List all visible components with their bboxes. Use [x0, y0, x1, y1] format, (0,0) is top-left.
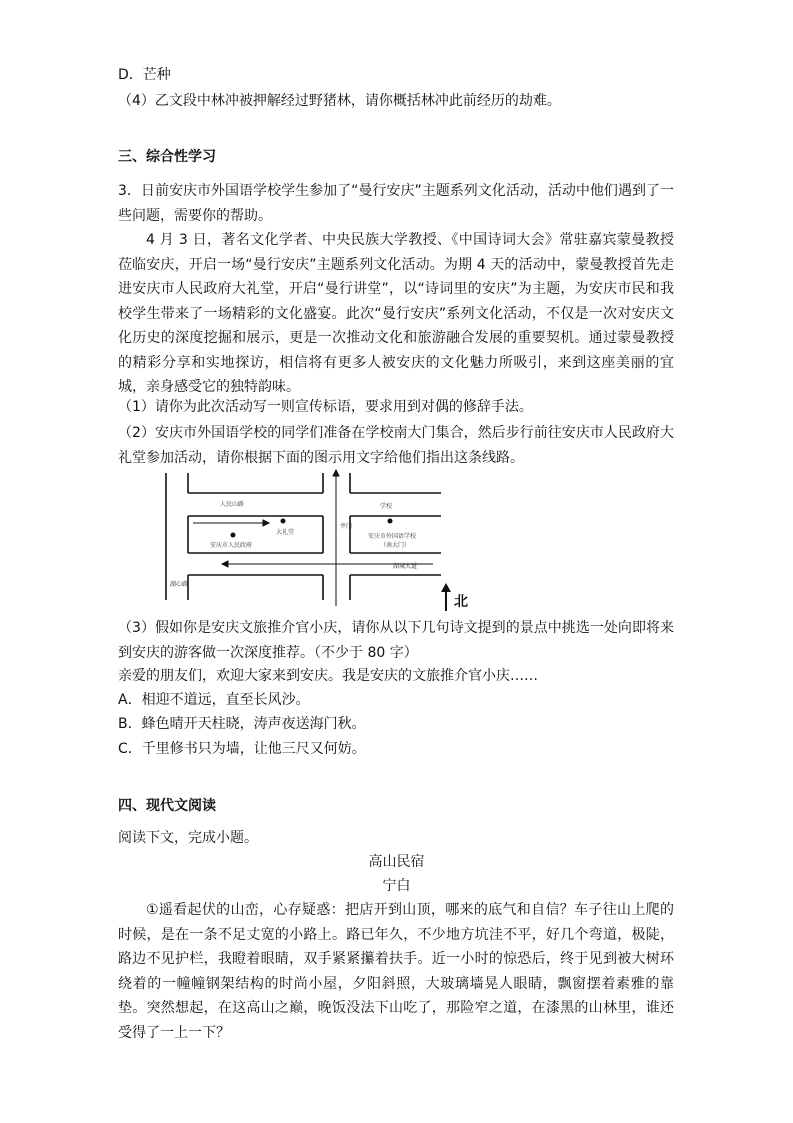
school-gate-label: （南大门）: [380, 542, 411, 549]
sub-question-2: （2）安庆市外国语学校的同学们准备在学校南大门集合，然后步行前往安庆市人民政府大礼堂参加活动，请你根据下面的图示用文字给他们指出这条线路。: [118, 425, 674, 466]
gov-label: 安庆市人民政府: [210, 542, 253, 549]
article-author: 宁白: [382, 878, 411, 894]
greeting: 亲爱的朋友们，欢迎大家来到安庆。我是安庆的文旅推介官小庆……: [118, 668, 538, 684]
section-3-title: 三、综合性学习: [118, 149, 216, 165]
school-marker: [388, 519, 393, 524]
school-short-label: 学校: [380, 503, 393, 510]
article-title: 高山民宿: [368, 854, 425, 870]
road-left-label: 湖心路: [170, 581, 189, 588]
option-a: A．相迎不道远，直至长风沙。: [118, 692, 310, 708]
route-map: [158, 468, 448, 614]
sub-question-3: （3）假如你是安庆文旅推介官小庆，请你从以下几句诗文提到的景点中挑选一处向即将来到安庆的游客做一次深度推荐。（不少于 80 字）: [118, 620, 674, 661]
gate-road-label: 井门: [340, 523, 353, 530]
north-arrow-icon: [440, 583, 470, 613]
question-3-intro: 3．日前安庆市外国语学校学生参加了“曼行安庆”主题系列文化活动，活动中他们遇到了一些问题，需要你的帮助。: [118, 183, 674, 224]
road-top-label: 人民山路: [220, 501, 245, 508]
road-bottom-label: 湖城大道: [393, 563, 418, 570]
question-4: （4）乙文段中林冲被押解经过野猪林，请你概括林冲此前经历的劫难。: [118, 93, 561, 109]
school-name-label: 安庆市外国语学校: [368, 533, 417, 540]
option-c: C．千里修书只为墙，让他三尺又何妨。: [118, 741, 366, 757]
question-3-passage: 4 月 3 日，著名文化学者、中央民族大学教授、《中国诗词大会》常驻嘉宾蒙曼教授莅临安庆，开启一场“曼行安庆”主题系列文化活动。为期 4 天的活动中，蒙曼教授首先走进安庆市人民政府大礼堂，开启“曼行讲堂”，以“诗词里的安庆”为主题，为安庆市民和我校学生带来了一场精彩的文化盛宴。此次“曼行安庆”系列文化活动，不仅是一次对安庆文化历史的深度挖掘和展示，更是一次推动文化和旅游融合发展的重要契机。通过蒙曼教授的精彩分享和实地探访，相信将有更多人被安庆的文化魅力所吸引，来到这座美丽的宜城，亲身感受它的独特韵味。: [118, 232, 674, 395]
article-paragraph-1: ①遥看起伏的山峦，心存疑惑：把店开到山顶，哪来的底气和自信？车子往山上爬的时候，是在一条不足丈宽的小路上。路已年久，不少地方坑洼不平，好几个弯道，极陡，路边不见护栏，我瞪着眼睛，双手紧紧攥着扶手。近一小时的惊恐后，终于见到被大树环绕着的一幢幢钢架结构的时尚小屋，夕阳斜照，大玻璃墙晃人眼睛，飘窗摆着素雅的靠垫。突然想起，在这高山之巅，晚饭没法下山吃了，那险窄之道，在漆黑的山林里，谁还受得了一上一下？: [118, 902, 674, 1041]
option-b: B．蜂色晴开天柱晓，涛声夜送海门秋。: [118, 716, 366, 732]
option-d: D．芒种: [118, 67, 171, 83]
auditorium-marker: [281, 519, 286, 524]
sub-question-1: （1）请你为此次活动写一则宣传标语，要求用到对偶的修辞手法。: [118, 399, 533, 415]
section-4-title: 四、现代文阅读: [118, 798, 216, 814]
north-label: 北: [454, 594, 468, 610]
gov-marker: [231, 533, 236, 538]
auditorium-label: 大礼堂: [276, 529, 295, 536]
reading-instruction: 阅读下文，完成小题。: [118, 830, 258, 846]
